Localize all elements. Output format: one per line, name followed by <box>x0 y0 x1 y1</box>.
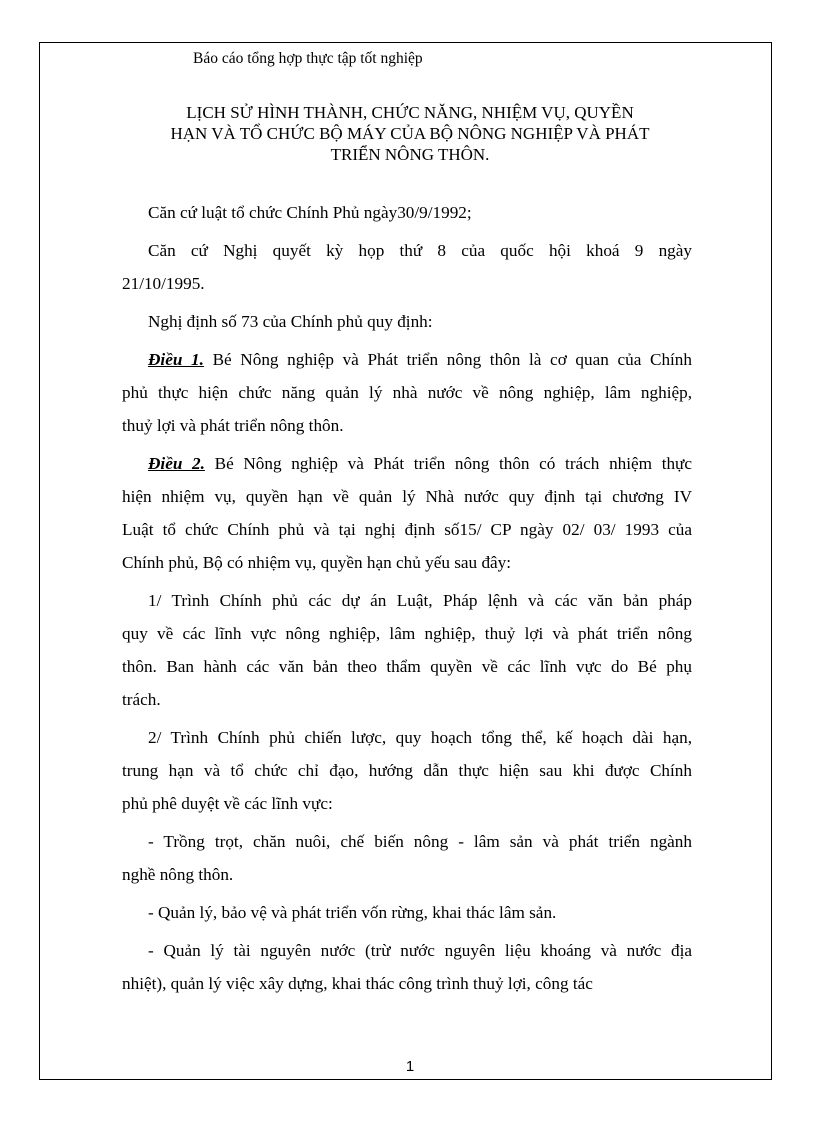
running-header: Báo cáo tổng hợp thực tập tốt nghiệp <box>193 50 423 67</box>
text-line <box>122 447 692 480</box>
article-1-label: Điều 1. <box>148 350 204 369</box>
text-line: trung hạn và tổ chức chỉ đạo, hướng dẫn thực hiện sau khi được Chính <box>122 761 692 780</box>
paragraph-legal-basis-1 <box>122 196 692 229</box>
paragraph-article-2 <box>122 447 692 579</box>
text-line: 2/ Trình Chính phủ chiến lược, quy hoạch tổng thể, kế hoạch dài hạn, <box>148 728 692 747</box>
article-2-text: Bé Nông nghiệp và Phát triển nông thôn có trách nhiệm thực <box>204 454 693 473</box>
text-line: thôn. Ban hành các văn bản theo thẩm quyền về các lĩnh vực do Bé phụ <box>122 657 692 676</box>
paragraph-article-1 <box>122 343 692 442</box>
title-line-2: HẠN VÀ TỔ CHỨC BỘ MÁY CỦA BỘ NÔNG NGHIỆP VÀ PHÁT <box>170 124 650 143</box>
text-line: hiện nhiệm vụ, quyền hạn về quản lý Nhà nước quy định tại chương IV <box>122 487 692 506</box>
text-line: - Quản lý tài nguyên nước (trừ nước nguyên liệu khoáng và nước địa <box>148 941 692 960</box>
text-line: nghề nông thôn. <box>122 865 234 884</box>
paragraph-bullet-water <box>122 934 692 1000</box>
text-line: - Quản lý, bảo vệ và phát triển vốn rừng, khai thác lâm sản. <box>148 903 557 922</box>
text-line: Căn cứ luật tổ chức Chính Phủ ngày30/9/1992; <box>148 203 472 222</box>
paragraph-bullet-forest <box>122 896 692 929</box>
text-line: Luật tổ chức Chính phủ và tại nghị định số15/ CP ngày 02/ 03/ 1993 của <box>122 520 692 539</box>
text-line: Nghị định số 73 của Chính phủ quy định: <box>148 312 433 331</box>
text-line: - Trồng trọt, chăn nuôi, chế biến nông - lâm sản và phát triển ngành <box>148 832 692 851</box>
paragraph-item-1 <box>122 584 692 716</box>
text-line: 21/10/1995. <box>122 274 205 293</box>
paragraph-item-2 <box>122 721 692 820</box>
document-body <box>122 196 692 1005</box>
text-line: phủ thực hiện chức năng quản lý nhà nước về nông nghiệp, lâm nghiệp, <box>122 383 692 402</box>
text-line: trách. <box>122 690 161 709</box>
text-line: Căn cứ Nghị quyết kỳ họp thứ 8 của quốc hội khoá 9 ngày <box>148 241 692 260</box>
text-line: phủ phê duyệt về các lĩnh vực: <box>122 794 333 813</box>
title-line-1: LỊCH SỬ HÌNH THÀNH, CHỨC NĂNG, NHIỆM VỤ, QUYỀN <box>186 103 634 122</box>
text-line: Chính phủ, Bộ có nhiệm vụ, quyền hạn chủ yếu sau đây: <box>122 553 512 572</box>
title-line-3: TRIỂN NÔNG THÔN. <box>330 145 490 164</box>
paragraph-legal-basis-2 <box>122 234 692 300</box>
article-1-text: Bé Nông nghiệp và Phát triển nông thôn là cơ quan của Chính <box>203 350 692 369</box>
text-line: 1/ Trình Chính phủ các dự án Luật, Pháp lệnh và các văn bản pháp <box>148 591 692 610</box>
document-title <box>110 102 710 165</box>
page-number: 1 <box>405 1058 415 1075</box>
paragraph-decree <box>122 305 692 338</box>
article-2-label: Điều 2. <box>148 454 205 473</box>
text-line <box>122 343 692 376</box>
text-line: quy về các lĩnh vực nông nghiệp, lâm nghiệp, thuỷ lợi và phát triển nông <box>122 624 692 643</box>
text-line: nhiệt), quản lý việc xây dựng, khai thác công trình thuỷ lợi, công tác <box>122 974 593 993</box>
text-line: thuỷ lợi và phát triển nông thôn. <box>122 416 344 435</box>
paragraph-bullet-crops <box>122 825 692 891</box>
